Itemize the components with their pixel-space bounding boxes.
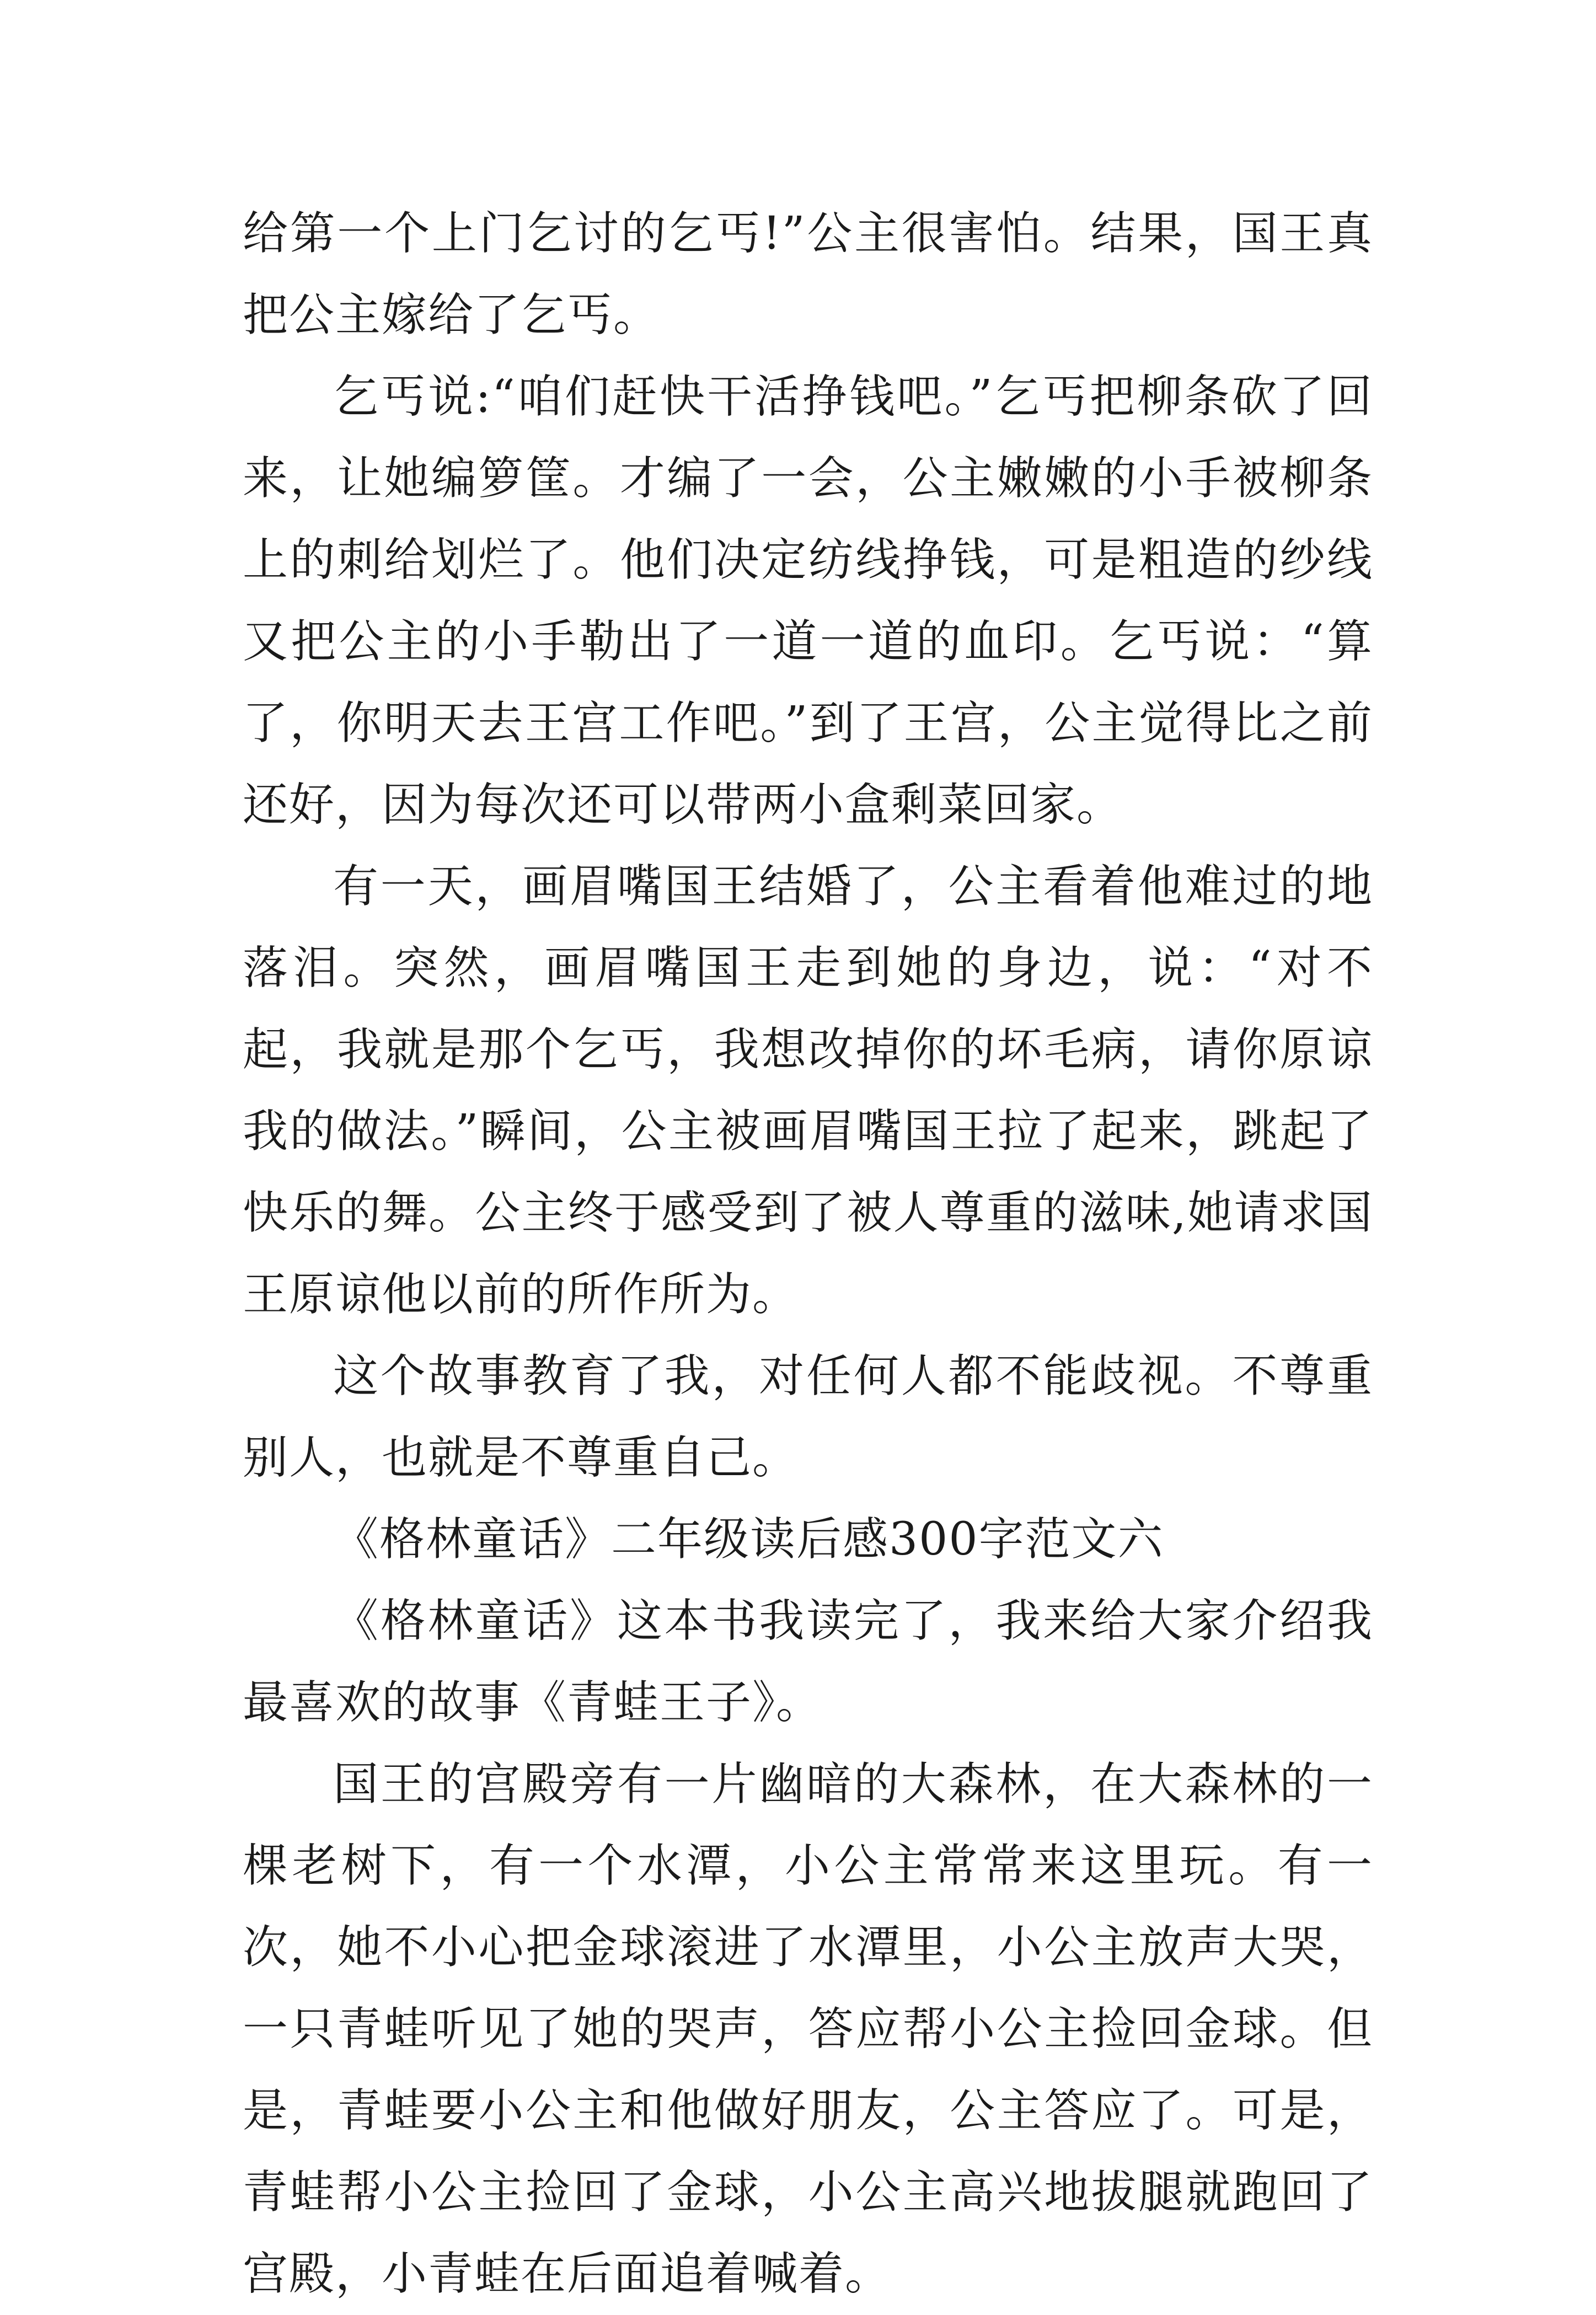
paragraph-continuation: 给第一个上门乞讨的乞丐!”公主很害怕。结果，国王真把公主嫁给了乞丐。 <box>243 207 1373 341</box>
paragraph-king-reveal: 有一天，画眉嘴国王结婚了，公主看着他难过的地落泪。突然，画眉嘴国王走到她的身边，说：“对不起，我就是那个乞丐，我想改掉你的坏毛病，请你原谅我的做法。”瞬间，公主被画眉嘴国王拉了起来，跳起了快乐的舞。公主终于感受到了被人尊重的滋味,她请求国王原谅他以前的所作所为。 <box>243 860 1373 1321</box>
paragraph-lesson: 这个故事教育了我，对任何人都不能歧视。不尊重别人，也就是不尊重自己。 <box>243 1350 1373 1484</box>
section-subtitle: 《格林童话》二年级读后感300字范文六 <box>333 1513 1164 1566</box>
paragraph-intro: 《格林童话》这本书我读完了，我来给大家介绍我最喜欢的故事《青蛙王子》。 <box>243 1595 1373 1729</box>
paragraph-frog-story: 国王的宫殿旁有一片幽暗的大森林，在大森林的一棵老树下，有一个水潭，小公主常常来这里玩。有一次，她不小心把金球滚进了水潭里，小公主放声大哭，一只青蛙听见了她的哭声，答应帮小公主捡回金球。但是，青蛙要小公主和他做好朋友，公主答应了。可是，青蛙帮小公主捡回了金球，小公主高兴地拔腿就跑回了宫殿，小青蛙在后面追着喊着。 <box>243 1758 1373 2300</box>
paragraph-beggar-work: 乞丐说:“咱们赶快干活挣钱吧。”乞丐把柳条砍了回来，让她编箩筐。才编了一会，公主嫩嫩的小手被柳条上的刺给划烂了。他们决定纺线挣钱，可是粗造的纱线又把公主的小手勒出了一道一道的血印。乞丐说：“算了，你明天去王宫工作吧。”到了王宫，公主觉得比之前还好，因为每次还可以带两小盒剩菜回家。 <box>243 371 1373 831</box>
document-body <box>243 193 1373 2315</box>
